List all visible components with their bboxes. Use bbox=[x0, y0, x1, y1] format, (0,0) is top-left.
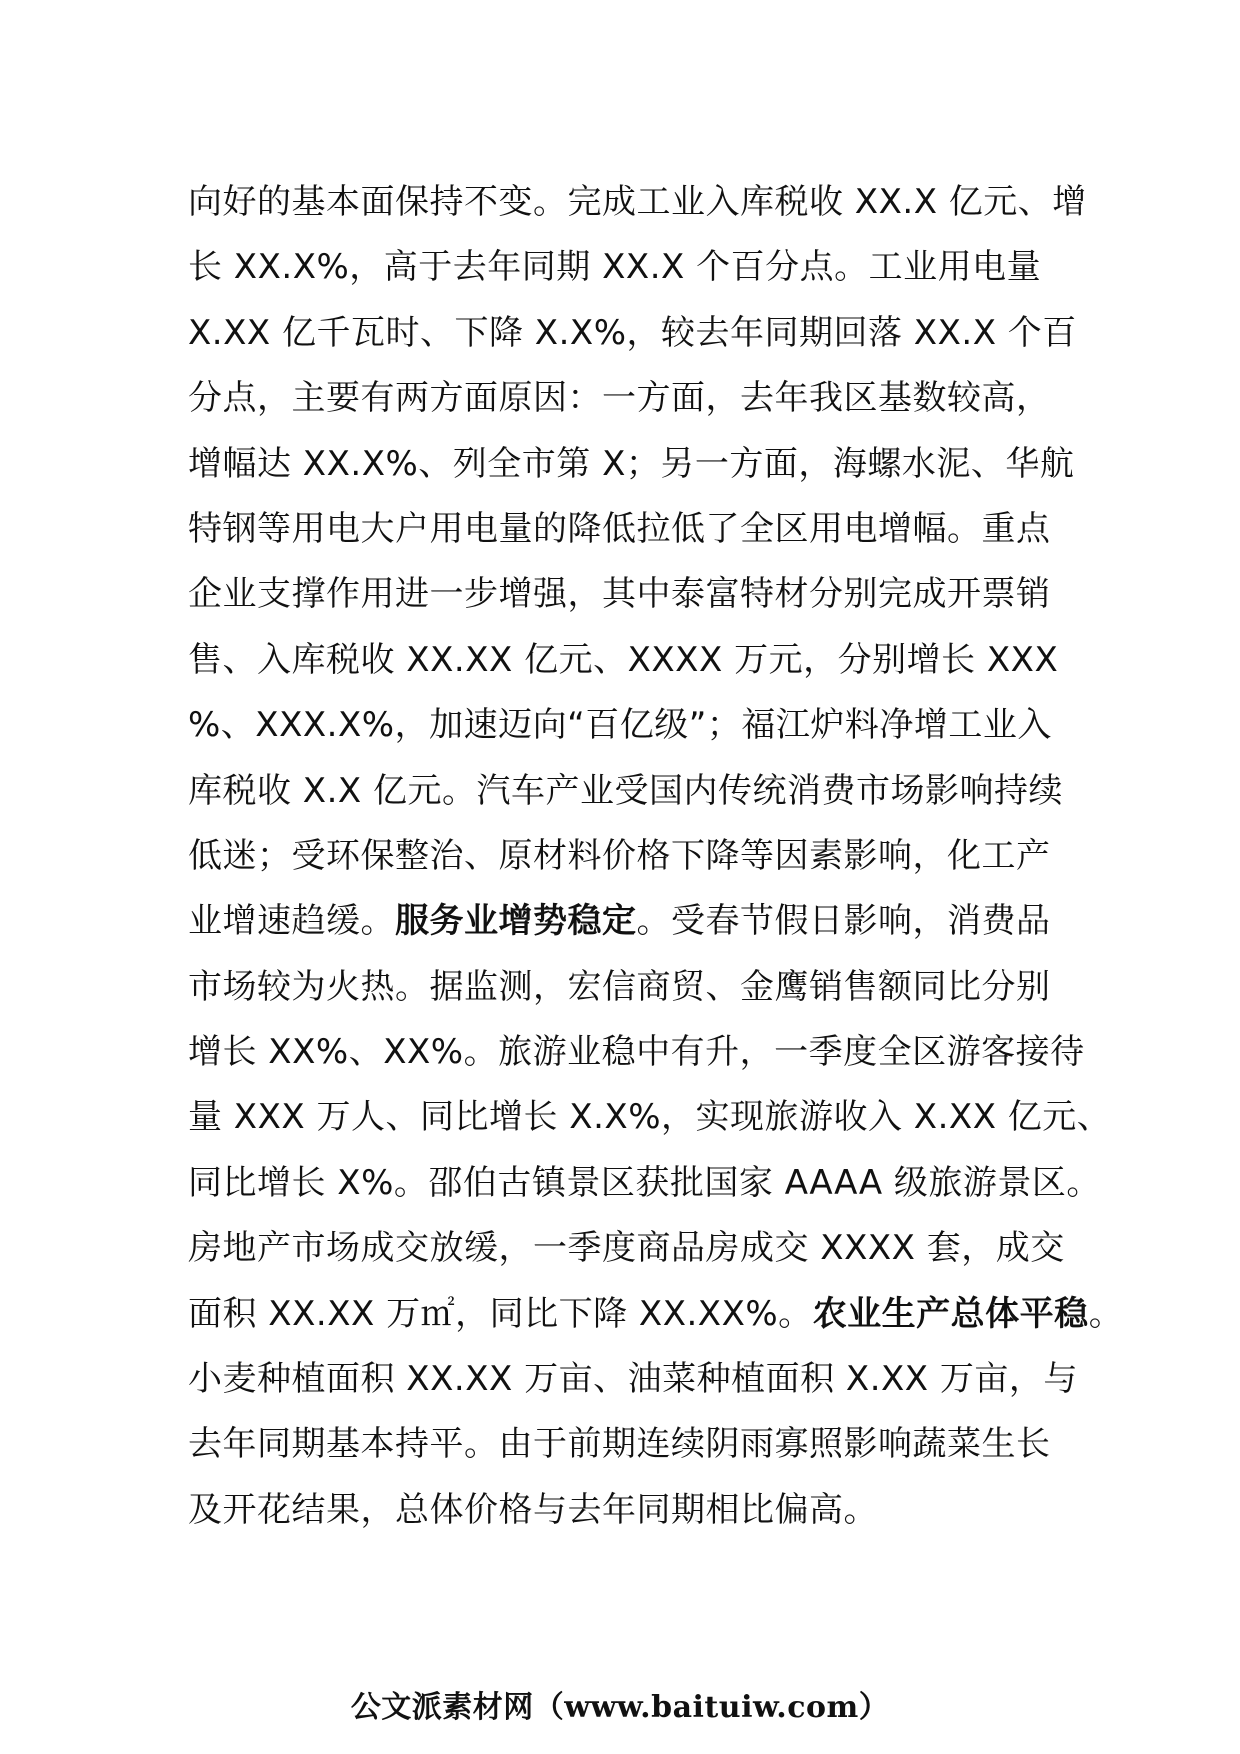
text-line: 小麦种植面积 XX.XX 万亩、油菜种植面积 X.XX 万亩，与 bbox=[188, 1359, 1078, 1400]
text-line: 房地产市场成交放缓，一季度商品房成交 XXXX 套，成交 bbox=[188, 1228, 1065, 1269]
bold-heading-agriculture: 农业生产总体平稳 bbox=[812, 1293, 1089, 1334]
text-line: 售、入库税收 XX.XX 亿元、XXXX 万元，分别增长 XXX bbox=[188, 639, 1059, 680]
text-line: 特钢等用电大户用电量的降低拉低了全区用电增幅。重点 bbox=[188, 508, 1051, 549]
text-line: 增幅达 XX.X%、列全市第 X；另一方面，海螺水泥、华航 bbox=[188, 443, 1075, 484]
text-line: 同比增长 X%。邵伯古镇景区获批国家 AAAA 级旅游景区。 bbox=[188, 1162, 1101, 1203]
text-line: 长 XX.X%，高于去年同期 XX.X 个百分点。工业用电量 bbox=[188, 247, 1042, 288]
text-line: 增长 XX%、XX%。旅游业稳中有升，一季度全区游客接待 bbox=[188, 1032, 1085, 1073]
text-line: 企业支撑作用进一步增强，其中泰富特材分别完成开票销 bbox=[188, 574, 1051, 615]
text-line: 去年同期基本持平。由于前期连续阴雨寡照影响蔬菜生长 bbox=[188, 1424, 1051, 1465]
text-line: 及开花结果，总体价格与去年同期相比偏高。 bbox=[188, 1489, 878, 1530]
text-line: X.XX 亿千瓦时、下降 X.X%，较去年同期回落 XX.X 个百 bbox=[188, 312, 1077, 353]
body-paragraph bbox=[188, 170, 1124, 1543]
footer-source: 公文派素材网（www.baituiw.com） bbox=[350, 1690, 890, 1725]
text-line: 低迷；受环保整治、原材料价格下降等因素影响，化工产 bbox=[188, 835, 1051, 876]
text-line: 面积 XX.XX 万㎡，同比下降 XX.XX%。农业生产总体平稳。 bbox=[188, 1293, 1124, 1334]
text-line: 向好的基本面保持不变。完成工业入库税收 XX.X 亿元、增 bbox=[188, 182, 1087, 222]
bold-heading-services: 服务业增势稳定 bbox=[395, 901, 637, 942]
text-line: %、XXX.X%，加速迈向“百亿级”；福江炉料净增工业入 bbox=[188, 705, 1052, 746]
text-line: 业增速趋缓。服务业增势稳定。受春节假日影响，消费品 bbox=[188, 901, 1051, 942]
text-line: 市场较为火热。据监测，宏信商贸、金鹰销售额同比分别 bbox=[188, 966, 1051, 1007]
text-line: 库税收 X.X 亿元。汽车产业受国内传统消费市场影响持续 bbox=[188, 770, 1064, 811]
text-line: 分点，主要有两方面原因：一方面，去年我区基数较高， bbox=[188, 378, 1051, 419]
text-line: 量 XXX 万人、同比增长 X.X%，实现旅游收入 X.XX 亿元、 bbox=[188, 1097, 1112, 1138]
